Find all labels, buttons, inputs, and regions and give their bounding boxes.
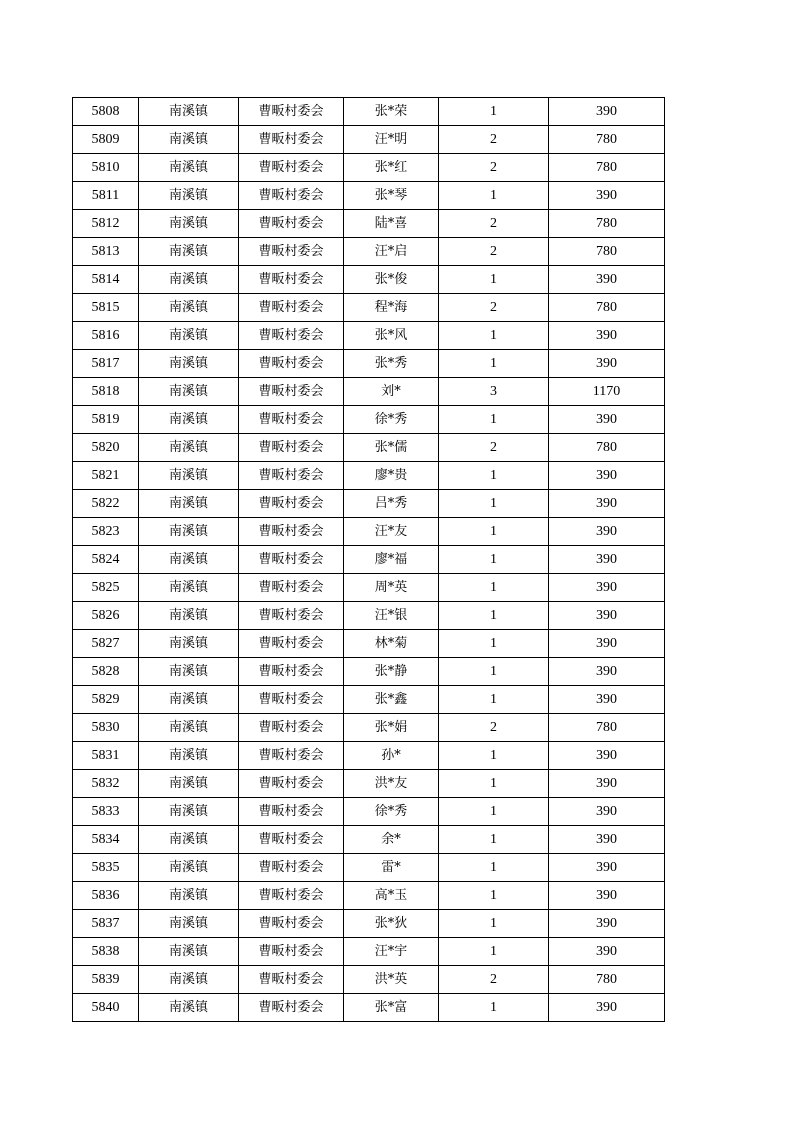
household-count-cell: 1 xyxy=(439,742,549,770)
household-count-cell: 1 xyxy=(439,602,549,630)
village-committee-cell: 曹畈村委会 xyxy=(239,882,344,910)
town-cell: 南溪镇 xyxy=(139,686,239,714)
table-row xyxy=(73,238,665,266)
town-cell: 南溪镇 xyxy=(139,350,239,378)
serial-number-cell: 5820 xyxy=(73,434,139,462)
table-row xyxy=(73,826,665,854)
table-row xyxy=(73,294,665,322)
name-cell: 洪*友 xyxy=(344,770,439,798)
name-cell: 张*娟 xyxy=(344,714,439,742)
serial-number-cell: 5837 xyxy=(73,910,139,938)
amount-cell: 390 xyxy=(549,770,665,798)
amount-cell: 780 xyxy=(549,238,665,266)
table-row xyxy=(73,910,665,938)
amount-cell: 390 xyxy=(549,350,665,378)
serial-number-cell: 5816 xyxy=(73,322,139,350)
village-committee-cell: 曹畈村委会 xyxy=(239,126,344,154)
table-body xyxy=(73,98,665,1022)
table-row xyxy=(73,266,665,294)
table-row xyxy=(73,490,665,518)
serial-number-cell: 5822 xyxy=(73,490,139,518)
serial-number-cell: 5828 xyxy=(73,658,139,686)
town-cell: 南溪镇 xyxy=(139,994,239,1022)
serial-number-cell: 5811 xyxy=(73,182,139,210)
amount-cell: 390 xyxy=(549,742,665,770)
amount-cell: 390 xyxy=(549,658,665,686)
serial-number-cell: 5826 xyxy=(73,602,139,630)
town-cell: 南溪镇 xyxy=(139,378,239,406)
serial-number-cell: 5824 xyxy=(73,546,139,574)
serial-number-cell: 5812 xyxy=(73,210,139,238)
beneficiary-table xyxy=(72,97,665,1022)
name-cell: 张*秀 xyxy=(344,350,439,378)
household-count-cell: 1 xyxy=(439,826,549,854)
table-row xyxy=(73,546,665,574)
table-row xyxy=(73,938,665,966)
table-row xyxy=(73,126,665,154)
village-committee-cell: 曹畈村委会 xyxy=(239,630,344,658)
town-cell: 南溪镇 xyxy=(139,462,239,490)
household-count-cell: 1 xyxy=(439,350,549,378)
amount-cell: 390 xyxy=(549,490,665,518)
village-committee-cell: 曹畈村委会 xyxy=(239,938,344,966)
name-cell: 林*菊 xyxy=(344,630,439,658)
household-count-cell: 2 xyxy=(439,966,549,994)
name-cell: 张*俊 xyxy=(344,266,439,294)
town-cell: 南溪镇 xyxy=(139,406,239,434)
amount-cell: 1170 xyxy=(549,378,665,406)
serial-number-cell: 5821 xyxy=(73,462,139,490)
amount-cell: 780 xyxy=(549,714,665,742)
serial-number-cell: 5810 xyxy=(73,154,139,182)
town-cell: 南溪镇 xyxy=(139,714,239,742)
amount-cell: 390 xyxy=(549,266,665,294)
amount-cell: 390 xyxy=(549,938,665,966)
serial-number-cell: 5831 xyxy=(73,742,139,770)
town-cell: 南溪镇 xyxy=(139,770,239,798)
household-count-cell: 1 xyxy=(439,854,549,882)
village-committee-cell: 曹畈村委会 xyxy=(239,434,344,462)
town-cell: 南溪镇 xyxy=(139,854,239,882)
town-cell: 南溪镇 xyxy=(139,630,239,658)
serial-number-cell: 5832 xyxy=(73,770,139,798)
village-committee-cell: 曹畈村委会 xyxy=(239,98,344,126)
amount-cell: 780 xyxy=(549,966,665,994)
household-count-cell: 1 xyxy=(439,546,549,574)
town-cell: 南溪镇 xyxy=(139,966,239,994)
name-cell: 张*琴 xyxy=(344,182,439,210)
table-row xyxy=(73,154,665,182)
serial-number-cell: 5823 xyxy=(73,518,139,546)
town-cell: 南溪镇 xyxy=(139,434,239,462)
village-committee-cell: 曹畈村委会 xyxy=(239,518,344,546)
amount-cell: 390 xyxy=(549,630,665,658)
village-committee-cell: 曹畈村委会 xyxy=(239,994,344,1022)
town-cell: 南溪镇 xyxy=(139,238,239,266)
name-cell: 张*荣 xyxy=(344,98,439,126)
name-cell: 余* xyxy=(344,826,439,854)
name-cell: 张*鑫 xyxy=(344,686,439,714)
table-row xyxy=(73,714,665,742)
amount-cell: 390 xyxy=(549,994,665,1022)
amount-cell: 390 xyxy=(549,98,665,126)
document-table-container xyxy=(72,97,664,1022)
name-cell: 张*富 xyxy=(344,994,439,1022)
serial-number-cell: 5825 xyxy=(73,574,139,602)
town-cell: 南溪镇 xyxy=(139,210,239,238)
amount-cell: 390 xyxy=(549,854,665,882)
amount-cell: 780 xyxy=(549,210,665,238)
serial-number-cell: 5829 xyxy=(73,686,139,714)
household-count-cell: 1 xyxy=(439,322,549,350)
table-row xyxy=(73,574,665,602)
table-row xyxy=(73,210,665,238)
name-cell: 周*英 xyxy=(344,574,439,602)
table-row xyxy=(73,322,665,350)
name-cell: 张*狄 xyxy=(344,910,439,938)
name-cell: 张*静 xyxy=(344,658,439,686)
household-count-cell: 1 xyxy=(439,462,549,490)
table-row xyxy=(73,350,665,378)
household-count-cell: 1 xyxy=(439,658,549,686)
household-count-cell: 2 xyxy=(439,294,549,322)
village-committee-cell: 曹畈村委会 xyxy=(239,798,344,826)
household-count-cell: 1 xyxy=(439,182,549,210)
name-cell: 张*红 xyxy=(344,154,439,182)
table-row xyxy=(73,462,665,490)
household-count-cell: 1 xyxy=(439,798,549,826)
serial-number-cell: 5809 xyxy=(73,126,139,154)
amount-cell: 390 xyxy=(549,546,665,574)
village-committee-cell: 曹畈村委会 xyxy=(239,266,344,294)
serial-number-cell: 5834 xyxy=(73,826,139,854)
household-count-cell: 1 xyxy=(439,266,549,294)
name-cell: 汪*银 xyxy=(344,602,439,630)
town-cell: 南溪镇 xyxy=(139,322,239,350)
amount-cell: 780 xyxy=(549,294,665,322)
household-count-cell: 1 xyxy=(439,994,549,1022)
table-row xyxy=(73,182,665,210)
name-cell: 汪*明 xyxy=(344,126,439,154)
town-cell: 南溪镇 xyxy=(139,742,239,770)
name-cell: 高*玉 xyxy=(344,882,439,910)
household-count-cell: 1 xyxy=(439,882,549,910)
name-cell: 孙* xyxy=(344,742,439,770)
household-count-cell: 1 xyxy=(439,518,549,546)
serial-number-cell: 5830 xyxy=(73,714,139,742)
table-row xyxy=(73,966,665,994)
table-row xyxy=(73,434,665,462)
serial-number-cell: 5818 xyxy=(73,378,139,406)
village-committee-cell: 曹畈村委会 xyxy=(239,770,344,798)
household-count-cell: 3 xyxy=(439,378,549,406)
household-count-cell: 1 xyxy=(439,938,549,966)
amount-cell: 390 xyxy=(549,322,665,350)
town-cell: 南溪镇 xyxy=(139,574,239,602)
name-cell: 廖*贵 xyxy=(344,462,439,490)
household-count-cell: 1 xyxy=(439,98,549,126)
household-count-cell: 1 xyxy=(439,574,549,602)
village-committee-cell: 曹畈村委会 xyxy=(239,182,344,210)
table-row xyxy=(73,994,665,1022)
village-committee-cell: 曹畈村委会 xyxy=(239,490,344,518)
name-cell: 张*风 xyxy=(344,322,439,350)
serial-number-cell: 5835 xyxy=(73,854,139,882)
table-row xyxy=(73,854,665,882)
amount-cell: 390 xyxy=(549,798,665,826)
name-cell: 刘* xyxy=(344,378,439,406)
table-row xyxy=(73,602,665,630)
household-count-cell: 2 xyxy=(439,238,549,266)
town-cell: 南溪镇 xyxy=(139,798,239,826)
serial-number-cell: 5813 xyxy=(73,238,139,266)
table-row xyxy=(73,686,665,714)
town-cell: 南溪镇 xyxy=(139,518,239,546)
household-count-cell: 1 xyxy=(439,406,549,434)
table-row xyxy=(73,658,665,686)
name-cell: 张*儒 xyxy=(344,434,439,462)
name-cell: 吕*秀 xyxy=(344,490,439,518)
village-committee-cell: 曹畈村委会 xyxy=(239,742,344,770)
household-count-cell: 2 xyxy=(439,154,549,182)
village-committee-cell: 曹畈村委会 xyxy=(239,910,344,938)
serial-number-cell: 5815 xyxy=(73,294,139,322)
town-cell: 南溪镇 xyxy=(139,126,239,154)
village-committee-cell: 曹畈村委会 xyxy=(239,322,344,350)
table-row xyxy=(73,742,665,770)
table-row xyxy=(73,98,665,126)
serial-number-cell: 5814 xyxy=(73,266,139,294)
village-committee-cell: 曹畈村委会 xyxy=(239,714,344,742)
amount-cell: 390 xyxy=(549,574,665,602)
town-cell: 南溪镇 xyxy=(139,658,239,686)
amount-cell: 390 xyxy=(549,882,665,910)
household-count-cell: 1 xyxy=(439,910,549,938)
village-committee-cell: 曹畈村委会 xyxy=(239,546,344,574)
serial-number-cell: 5838 xyxy=(73,938,139,966)
serial-number-cell: 5827 xyxy=(73,630,139,658)
name-cell: 廖*福 xyxy=(344,546,439,574)
table-row xyxy=(73,518,665,546)
town-cell: 南溪镇 xyxy=(139,490,239,518)
town-cell: 南溪镇 xyxy=(139,826,239,854)
amount-cell: 390 xyxy=(549,602,665,630)
table-row xyxy=(73,378,665,406)
amount-cell: 780 xyxy=(549,434,665,462)
household-count-cell: 1 xyxy=(439,770,549,798)
amount-cell: 390 xyxy=(549,910,665,938)
household-count-cell: 2 xyxy=(439,126,549,154)
town-cell: 南溪镇 xyxy=(139,294,239,322)
amount-cell: 780 xyxy=(549,126,665,154)
table-row xyxy=(73,406,665,434)
village-committee-cell: 曹畈村委会 xyxy=(239,154,344,182)
village-committee-cell: 曹畈村委会 xyxy=(239,462,344,490)
table-row xyxy=(73,882,665,910)
village-committee-cell: 曹畈村委会 xyxy=(239,966,344,994)
name-cell: 陆*喜 xyxy=(344,210,439,238)
serial-number-cell: 5833 xyxy=(73,798,139,826)
household-count-cell: 1 xyxy=(439,490,549,518)
village-committee-cell: 曹畈村委会 xyxy=(239,602,344,630)
serial-number-cell: 5808 xyxy=(73,98,139,126)
village-committee-cell: 曹畈村委会 xyxy=(239,350,344,378)
table-row xyxy=(73,630,665,658)
town-cell: 南溪镇 xyxy=(139,602,239,630)
amount-cell: 390 xyxy=(549,182,665,210)
town-cell: 南溪镇 xyxy=(139,266,239,294)
table-row xyxy=(73,798,665,826)
name-cell: 汪*宇 xyxy=(344,938,439,966)
household-count-cell: 1 xyxy=(439,686,549,714)
village-committee-cell: 曹畈村委会 xyxy=(239,294,344,322)
household-count-cell: 2 xyxy=(439,714,549,742)
amount-cell: 780 xyxy=(549,154,665,182)
household-count-cell: 1 xyxy=(439,630,549,658)
household-count-cell: 2 xyxy=(439,434,549,462)
household-count-cell: 2 xyxy=(439,210,549,238)
town-cell: 南溪镇 xyxy=(139,910,239,938)
village-committee-cell: 曹畈村委会 xyxy=(239,658,344,686)
serial-number-cell: 5836 xyxy=(73,882,139,910)
village-committee-cell: 曹畈村委会 xyxy=(239,238,344,266)
town-cell: 南溪镇 xyxy=(139,546,239,574)
amount-cell: 390 xyxy=(549,462,665,490)
town-cell: 南溪镇 xyxy=(139,154,239,182)
serial-number-cell: 5817 xyxy=(73,350,139,378)
amount-cell: 390 xyxy=(549,518,665,546)
town-cell: 南溪镇 xyxy=(139,938,239,966)
village-committee-cell: 曹畈村委会 xyxy=(239,378,344,406)
amount-cell: 390 xyxy=(549,406,665,434)
name-cell: 徐*秀 xyxy=(344,406,439,434)
town-cell: 南溪镇 xyxy=(139,98,239,126)
serial-number-cell: 5819 xyxy=(73,406,139,434)
name-cell: 汪*友 xyxy=(344,518,439,546)
name-cell: 徐*秀 xyxy=(344,798,439,826)
amount-cell: 390 xyxy=(549,686,665,714)
serial-number-cell: 5840 xyxy=(73,994,139,1022)
serial-number-cell: 5839 xyxy=(73,966,139,994)
village-committee-cell: 曹畈村委会 xyxy=(239,210,344,238)
name-cell: 洪*英 xyxy=(344,966,439,994)
name-cell: 程*海 xyxy=(344,294,439,322)
village-committee-cell: 曹畈村委会 xyxy=(239,574,344,602)
village-committee-cell: 曹畈村委会 xyxy=(239,854,344,882)
name-cell: 雷* xyxy=(344,854,439,882)
village-committee-cell: 曹畈村委会 xyxy=(239,826,344,854)
amount-cell: 390 xyxy=(549,826,665,854)
name-cell: 汪*启 xyxy=(344,238,439,266)
town-cell: 南溪镇 xyxy=(139,882,239,910)
village-committee-cell: 曹畈村委会 xyxy=(239,406,344,434)
village-committee-cell: 曹畈村委会 xyxy=(239,686,344,714)
table-row xyxy=(73,770,665,798)
town-cell: 南溪镇 xyxy=(139,182,239,210)
